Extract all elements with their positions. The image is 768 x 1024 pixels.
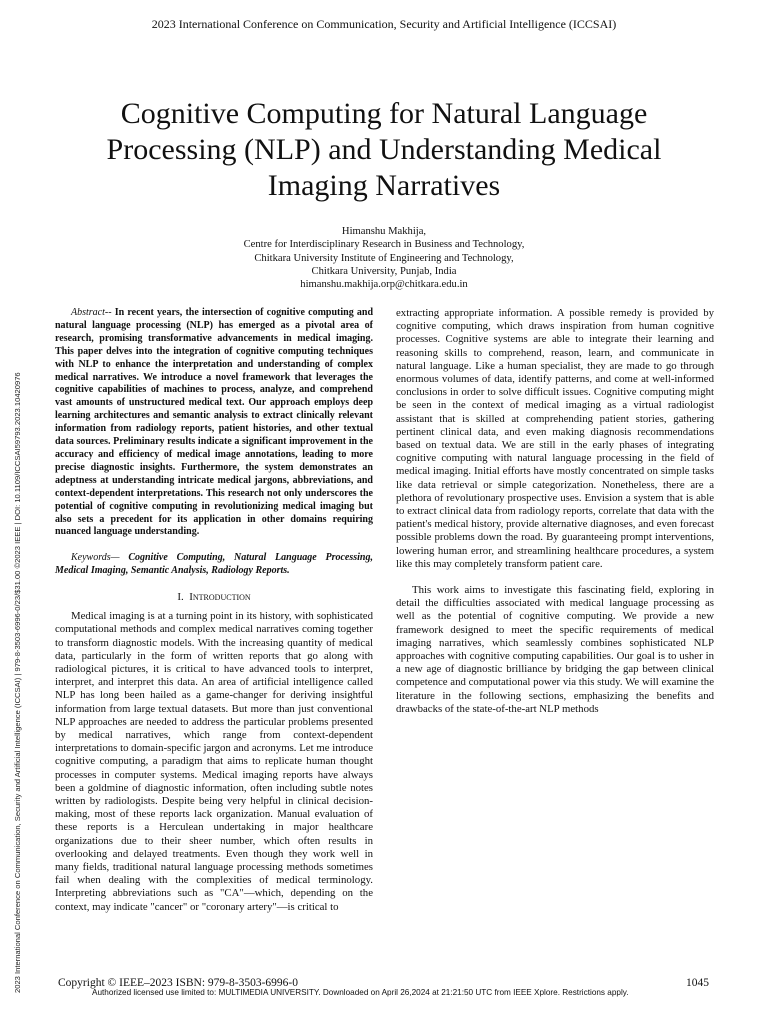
doi-margin-text: 2023 International Conference on Communication, Security and Artificial Intelligence (ICCSAI) | 979-8-3503-6996-0/23/$31.00 ©2023 IEEE | DOI: 10.1109/ICCSAI59793.2023.10420976 (13, 372, 22, 993)
title-line-1: Cognitive Computing for Natural Language (120, 97, 648, 130)
license-notice: Authorized licensed use limited to: MULTIMEDIA UNIVERSITY. Downloaded on April 26,2024 at 21:21:50 UTC from IEEE Xplore. Restrictions apply. (92, 988, 629, 997)
intro-paragraph-1-continued: extracting appropriate information. A possible remedy is provided by cognitive computing, which draws inspiration from human cognitive processes. Cognitive systems are able to integrate their learning and reasoning skills to comprehend, reason, learn, and communicate in natural language. Like a human specialist, they are made to go through enormous volumes of data, identify patterns, and come at well-informed conclusions in order to solve difficult issues. Cognitive computing might be seen in the context of medical imaging as a virtual radiologist assistant that is skilled at comprehending patient stories, gathering pertinent clinical data, and even making diagnosis recommendations based on textual data. We are still in the early phases of integrating cognitive computing with natural language processing in the field of medical imaging. Initial efforts have mostly concentrated on simple tasks like data retrieval or simple categorization. Nonetheless, there are a plethora of revolutionary prospective uses. Envision a system that is able to extract clinical data from radiology reports, correlate that data with the patient's medical history, provide alternative diagnoses, and even forecast possible problems down the road. By guaranteeing prompt interventions, lowering human error, and streamlining healthcare procedures, a system like this may completely transform patient care. (396, 307, 714, 570)
abstract-text: In recent years, the intersection of cognitive computing and natural language processing (NLP) has emerged as a pivotal area of research, promising transformative advancements in medical imaging. This paper delves into the integration of cognitive computing techniques with NLP to enhance the interpretation and understanding of complex medical narratives. We introduce a novel framework that leverages the cognitive capabilities of machines to process, analyze, and comprehend vast amounts of unstructured medical text. Our approach employs deep learning architectures and semantic analysis to extract clinically relevant information from radiology reports, patient histories, and other textual data sources. Preliminary results indicate a significant improvement in the accuracy and efficiency of medical image annotations, leading to more precise diagnostic insights. Furthermore, the system demonstrates an adeptness at understanding intricate medical jargons, abbreviations, and context-dependent interpretations. This research not only underscores the potential of cognitive computing in revolutionizing medical imaging but also sets a precedent for its application in other domains requiring nuanced language understanding. (55, 307, 374, 538)
section-heading-introduction (55, 590, 373, 604)
section-number: I. (177, 591, 184, 604)
paper-title (60, 96, 708, 204)
keywords-text: Cognitive Computing, Natural Language Processing, Medical Imaging, Semantic Analysis, Radiology Reports. (55, 552, 373, 577)
author-affiliation-3: Chitkara University, Punjab, India (311, 265, 457, 277)
footer-copyright: Copyright © IEEE–2023 ISBN: 979-8-3503-6996-0 (58, 977, 298, 989)
intro-paragraph-1: Medical imaging is at a turning point in its history, with sophisticated computational methods and complex medical narratives coming together to transform diagnostic models. With the increasing quantity of medical data, particularly in the form of written reports that go along with radiological pictures, it is critical to have advanced tools to interpret, interpret, and interpret this data. An area of artificial intelligence called NLP has long been hailed as a game-changer for deriving insightful information from large textual datasets. But more than just conventional NLP approaches are needed to address the particular problems presented by medical narratives, which range from context-dependent interpretations to domain-specific jargon and acronyms. Let me introduce cognitive computing, a paradigm that aims to replicate human thought processes in computer systems. Medical imaging reports have always been a goldmine of diagnostic information, often including subtle notes written by radiologists. Despite being very helpful in clinical decision-making, most of these reports lack organization. Manual evaluation of these reports is a Herculean undertaking in major healthcare organizations due to their sheer number, which often results in overlooking and delayed treatments. Even though they work well in many fields, traditional natural language processing methods sometimes fail when dealing with the complexities of medical terminology. Interpreting abbreviations such as "CA"—which, depending on the context, may indicate "cancer" or "coronary artery"—is critical to (55, 610, 373, 913)
keywords-label: Keywords— (71, 552, 120, 564)
section-title: Introduction (189, 591, 251, 604)
intro-paragraph-2: This work aims to investigate this fascinating field, exploring in detail the difficulties associated with medical language processing as well as the potential of cognitive computing. We provide a new framework designed to meet the specific requirements of medical imaging narratives, which seamlessly combines sophisticated NLP approaches with cognitive computing capabilities. Our goal is to usher in a new age of diagnostic brilliance by bridging the gap between clinical competence and computational power via this study. We will examine the literature in the following sections, emphasizing the benefits and drawbacks of the state-of-the-art NLP methods (396, 584, 714, 715)
author-affiliation-1: Centre for Interdisciplinary Research in Business and Technology, (243, 239, 525, 251)
title-line-3: Imaging Narratives (267, 169, 501, 202)
abstract-label: Abstract-- (71, 307, 112, 318)
author-affiliation-2: Chitkara University Institute of Engineering and Technology, (254, 252, 514, 264)
abstract (55, 307, 373, 539)
author-name: Himanshu Makhija, (341, 226, 427, 237)
page-number: 1045 (686, 977, 709, 989)
left-column (55, 307, 373, 914)
author-block (100, 225, 668, 291)
keywords (55, 552, 373, 578)
title-line-2: Processing (NLP) and Understanding Medical (106, 133, 662, 166)
conference-header: 2023 International Conference on Communication, Security and Artificial Intelligence (ICCSAI) (151, 17, 617, 31)
right-column (396, 307, 714, 716)
author-email[interactable]: himanshu.makhija.orp@chitkara.edu.in (300, 279, 468, 291)
